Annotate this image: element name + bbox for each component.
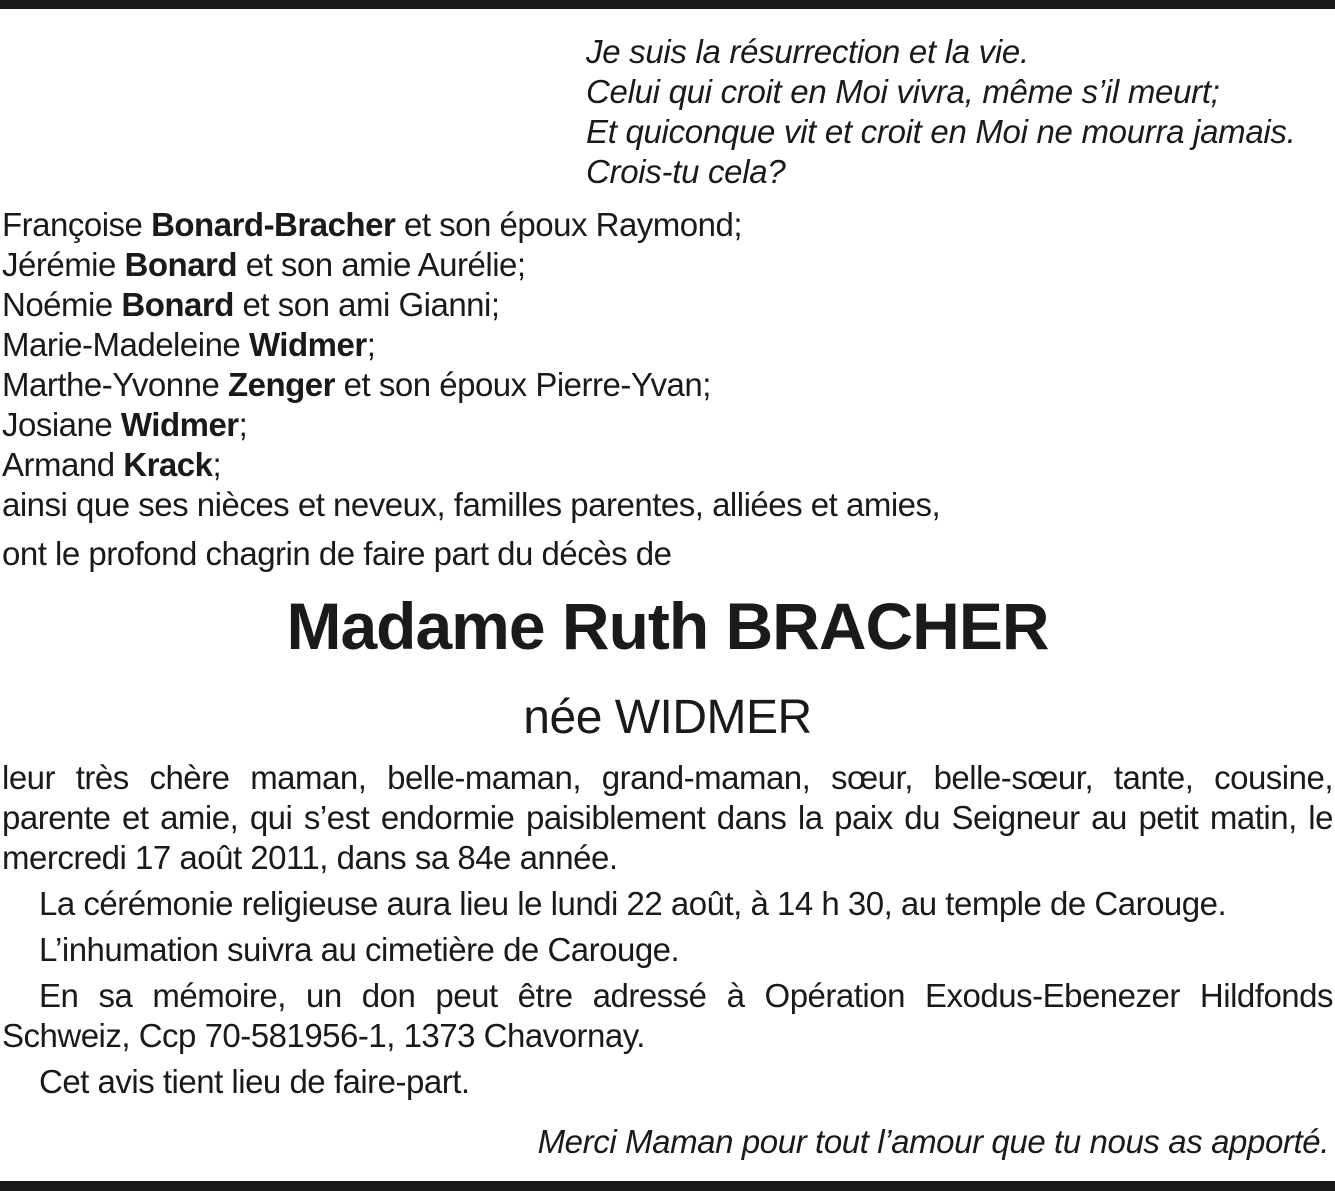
top-border-rule (0, 0, 1335, 9)
family-list (2, 205, 940, 525)
bottom-border-rule (0, 1181, 1335, 1191)
closing-message: Merci Maman pour tout l’amour que tu nous as apporté. (537, 1123, 1329, 1160)
maiden-name: née WIDMER (523, 691, 812, 744)
family-surname: Bonard (124, 246, 238, 283)
deceased-name: Madame Ruth BRACHER (286, 589, 1049, 663)
notice-text: Cet avis tient lieu de faire-part. (39, 1063, 470, 1100)
verse-line: Et quiconque vit et croit en Moi ne mourra jamais. (586, 113, 1296, 150)
bible-verse (586, 32, 1296, 192)
announcement-intro: ont le profond chagrin de faire part du décès de (2, 535, 672, 572)
verse-line: Crois-tu cela? (586, 153, 786, 190)
family-surname: Zenger (227, 366, 336, 403)
verse-line: Celui qui croit en Moi vivra, même s’il meurt; (586, 73, 1220, 110)
family-member: Marthe-Yvonne Zenger et son époux Pierre-Yvan; (2, 366, 711, 403)
family-member: Françoise Bonard-Bracher et son époux Raymond; (2, 206, 743, 243)
family-member: Josiane Widmer; (2, 406, 248, 443)
family-surname: Krack (123, 446, 213, 483)
family-member: Jérémie Bonard et son amie Aurélie; (2, 246, 526, 283)
family-surname: Bonard (121, 286, 234, 323)
family-member: Marie-Madeleine Widmer; (2, 326, 376, 363)
family-surname: Bonard-Bracher (151, 206, 396, 243)
ceremony-info: La cérémonie religieuse aura lieu le lundi 22 août, à 14 h 30, au temple de Carouge. (39, 885, 1227, 922)
family-surname: Widmer (248, 326, 367, 363)
family-member: Armand Krack; (2, 446, 222, 483)
deceased-description: leur très chère maman, belle-maman, grand-maman, sœur, belle-sœur, tante, cousine, parente et amie, qui s’est endormie paisiblement dans la paix du Seigneur au petit matin, le mercredi 17 août 2011, dans sa 84e année. (2, 759, 1333, 876)
burial-info: L’inhumation suivra au cimetière de Carouge. (39, 931, 680, 968)
family-member: Noémie Bonard et son ami Gianni; (2, 286, 500, 323)
verse-line: Je suis la résurrection et la vie. (586, 33, 1029, 70)
extended-family-line: ainsi que ses nièces et neveux, familles parentes, alliées et amies, (2, 486, 941, 523)
donation-info: En sa mémoire, un don peut être adressé à Opération Exodus-Ebenezer Hildfonds Schweiz, Ccp 70-581956-1, 1373 Chavornay. (2, 977, 1333, 1054)
obituary-body (2, 758, 1333, 1102)
family-surname: Widmer (120, 406, 239, 443)
